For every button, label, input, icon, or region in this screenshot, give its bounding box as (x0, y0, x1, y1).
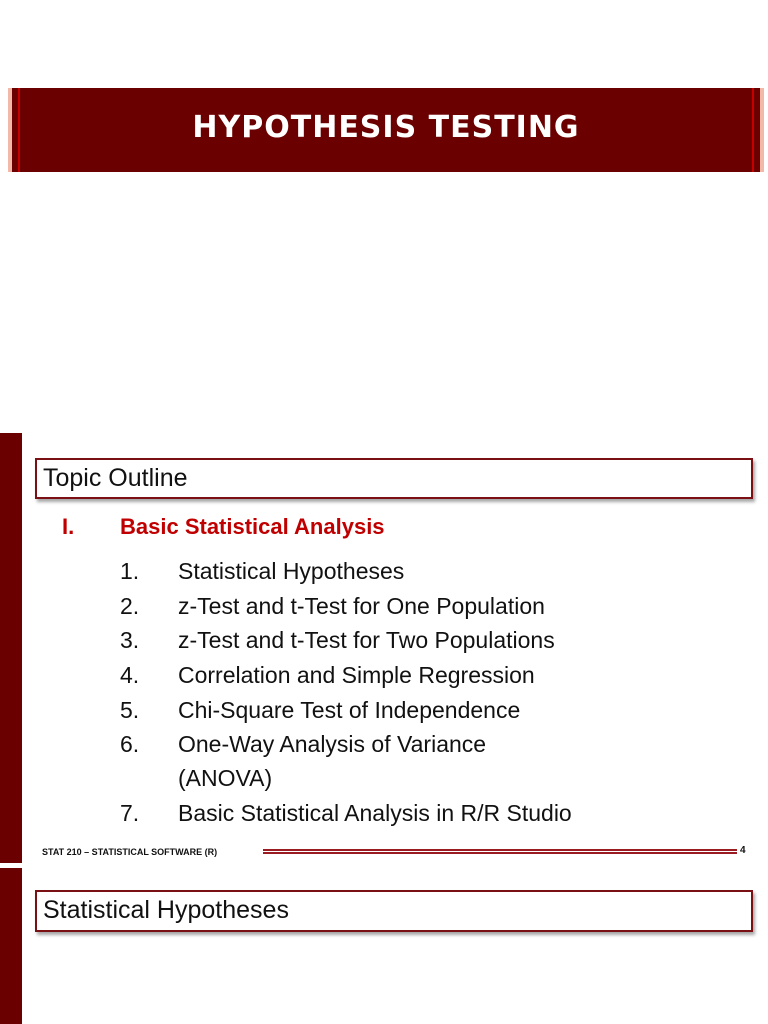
list-item-text: z-Test and t-Test for Two Populations (178, 627, 555, 653)
banner-title: HYPOTHESIS TESTING (192, 110, 580, 145)
list-item-text: Statistical Hypotheses (178, 558, 405, 584)
list-item-number: 6. (120, 731, 140, 757)
banner-right-stripe (752, 88, 754, 172)
list-item-text: (ANOVA) (178, 765, 273, 791)
list-item-text: Chi-Square Test of Independence (178, 697, 521, 723)
footer-rule (263, 849, 737, 857)
list-item-text: One-Way Analysis of Variance (178, 731, 487, 757)
list-item-number: 7. (120, 800, 140, 826)
section-title: Basic Statistical Analysis (120, 514, 385, 539)
topic-outline-heading (35, 458, 753, 499)
list-item-text: Correlation and Simple Regression (178, 662, 535, 688)
page-number: 4 (740, 845, 746, 856)
slide-side-bar (0, 433, 22, 863)
list-item-number: 4. (120, 662, 140, 688)
slide-side-bar (0, 868, 22, 1024)
topic-outline-title: Topic Outline (43, 464, 188, 492)
slide-footer: STAT 210 – STATISTICAL SOFTWARE (R) (42, 847, 218, 857)
statistical-hypotheses-title: Statistical Hypotheses (43, 896, 289, 924)
list-item-text: z-Test and t-Test for One Population (178, 593, 545, 619)
banner-right-edge (760, 88, 764, 172)
list-item-number: 1. (120, 558, 140, 584)
list-item-number: 3. (120, 627, 140, 653)
title-banner (12, 88, 760, 172)
section-number: I. (62, 514, 75, 539)
footer-rule-line (263, 852, 737, 854)
list-item-number: 2. (120, 593, 140, 619)
footer-rule-line (263, 849, 737, 851)
list-item-text: Basic Statistical Analysis in R/R Studio (178, 800, 572, 826)
statistical-hypotheses-heading (35, 890, 753, 932)
list-item-number: 5. (120, 697, 140, 723)
